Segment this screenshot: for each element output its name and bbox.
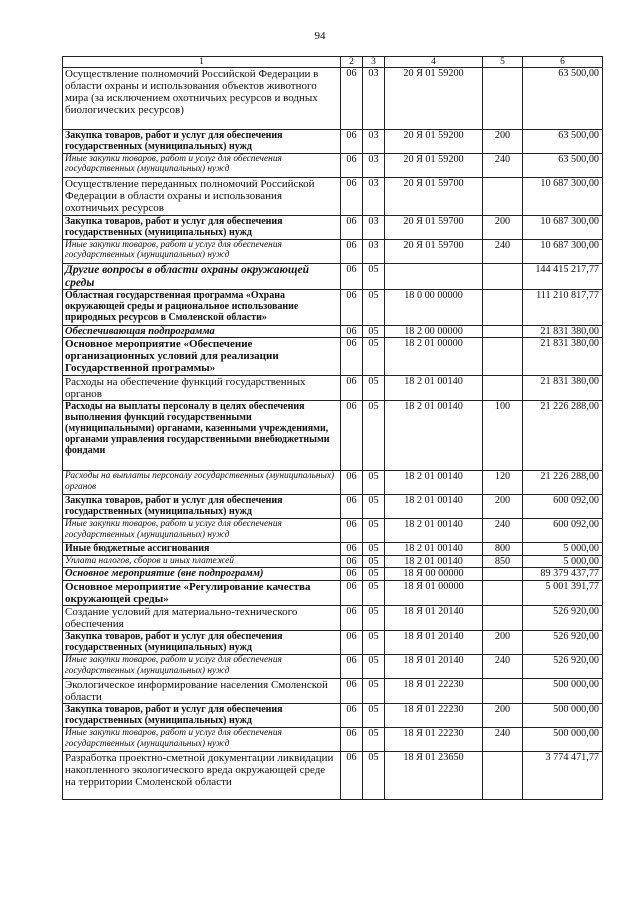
row-name-cell: Иные закупки товаров, работ и услуг для обеспечения государственных (муниципальных) нужд: [63, 655, 341, 679]
row-expense-type-cell: [483, 376, 523, 401]
row-target-code-cell: 18 2 01 00140: [385, 543, 483, 555]
table-row: [63, 606, 603, 631]
row-amount-cell: 144 415 217,77: [523, 264, 603, 290]
row-subsection-cell: 03: [363, 216, 385, 240]
row-expense-type-cell: 200: [483, 631, 523, 655]
row-amount-cell: 500 000,00: [523, 728, 603, 752]
row-target-code-cell: 18 2 01 00000: [385, 338, 483, 376]
header-col-5: 5: [483, 57, 523, 68]
row-expense-type-cell: [483, 178, 523, 216]
row-subsection-cell: 05: [363, 704, 385, 728]
row-name-cell: Уплата налогов, сборов и иных платежей: [63, 555, 341, 567]
row-target-code-cell: 18 Я 00 00000: [385, 568, 483, 581]
row-target-code-cell: 18 2 01 00140: [385, 376, 483, 401]
row-name-cell: Создание условий для материально-технического обеспечения: [63, 606, 341, 631]
row-expense-type-cell: 200: [483, 130, 523, 154]
budget-table: [62, 56, 603, 800]
row-expense-type-cell: 240: [483, 728, 523, 752]
row-section-cell: 06: [341, 606, 363, 631]
page-number: 94: [314, 30, 326, 42]
row-name-cell: Закупка товаров, работ и услуг для обеспечения государственных (муниципальных) нужд: [63, 495, 341, 519]
row-section-cell: 06: [341, 240, 363, 264]
row-section-cell: 06: [341, 752, 363, 800]
table-row: [63, 555, 603, 567]
row-section-cell: 06: [341, 704, 363, 728]
row-section-cell: 06: [341, 130, 363, 154]
row-amount-cell: 21 831 380,00: [523, 326, 603, 338]
row-section-cell: 06: [341, 264, 363, 290]
row-expense-type-cell: 200: [483, 216, 523, 240]
row-target-code-cell: 18 Я 01 00000: [385, 581, 483, 606]
table-row: [63, 679, 603, 704]
table-header-row: [63, 57, 603, 68]
row-subsection-cell: 05: [363, 555, 385, 567]
row-amount-cell: 21 831 380,00: [523, 376, 603, 401]
row-expense-type-cell: 240: [483, 519, 523, 543]
row-amount-cell: 526 920,00: [523, 655, 603, 679]
row-name-cell: Обеспечивающая подпрограмма: [63, 326, 341, 338]
table-row: [63, 655, 603, 679]
row-name-cell: Другие вопросы в области охраны окружающей среды: [63, 264, 341, 290]
row-target-code-cell: 20 Я 01 59200: [385, 68, 483, 130]
row-section-cell: 06: [341, 655, 363, 679]
row-subsection-cell: 05: [363, 752, 385, 800]
table-row: [63, 568, 603, 581]
row-subsection-cell: 05: [363, 471, 385, 495]
row-section-cell: 06: [341, 519, 363, 543]
table-row: [63, 581, 603, 606]
row-expense-type-cell: 200: [483, 495, 523, 519]
row-subsection-cell: 05: [363, 543, 385, 555]
row-subsection-cell: 03: [363, 154, 385, 178]
row-expense-type-cell: 100: [483, 401, 523, 471]
table-row: [63, 264, 603, 290]
row-expense-type-cell: [483, 326, 523, 338]
row-target-code-cell: 20 Я 01 59200: [385, 130, 483, 154]
row-amount-cell: 10 687 300,00: [523, 216, 603, 240]
row-expense-type-cell: [483, 568, 523, 581]
row-name-cell: Иные закупки товаров, работ и услуг для обеспечения государственных (муниципальных) нужд: [63, 154, 341, 178]
row-target-code-cell: 18 2 01 00140: [385, 495, 483, 519]
row-target-code-cell: 20 Я 01 59700: [385, 178, 483, 216]
row-amount-cell: 526 920,00: [523, 606, 603, 631]
row-section-cell: 06: [341, 326, 363, 338]
row-name-cell: Иные закупки товаров, работ и услуг для обеспечения государственных (муниципальных) нужд: [63, 519, 341, 543]
header-col-3: 3: [363, 57, 385, 68]
header-col-2: 2: [341, 57, 363, 68]
row-subsection-cell: 05: [363, 401, 385, 471]
row-expense-type-cell: [483, 752, 523, 800]
row-target-code-cell: 18 2 01 00140: [385, 555, 483, 567]
row-expense-type-cell: [483, 606, 523, 631]
row-subsection-cell: 03: [363, 68, 385, 130]
row-target-code-cell: 18 0 00 00000: [385, 290, 483, 326]
table-row: [63, 240, 603, 264]
row-target-code-cell: 20 Я 01 59200: [385, 154, 483, 178]
table-row: [63, 728, 603, 752]
row-amount-cell: 500 000,00: [523, 679, 603, 704]
table-row: [63, 376, 603, 401]
row-subsection-cell: 05: [363, 606, 385, 631]
row-expense-type-cell: 240: [483, 655, 523, 679]
row-expense-type-cell: 850: [483, 555, 523, 567]
row-amount-cell: 3 774 471,77: [523, 752, 603, 800]
row-target-code-cell: 18 2 01 00140: [385, 471, 483, 495]
table-row: [63, 130, 603, 154]
row-subsection-cell: 03: [363, 130, 385, 154]
row-section-cell: 06: [341, 679, 363, 704]
header-col-6: 6: [523, 57, 603, 68]
row-name-cell: Расходы на обеспечение функций государственных органов: [63, 376, 341, 401]
row-target-code-cell: 18 2 01 00140: [385, 401, 483, 471]
table-row: [63, 68, 603, 130]
row-name-cell: Иные закупки товаров, работ и услуг для обеспечения государственных (муниципальных) нужд: [63, 728, 341, 752]
table-row: [63, 338, 603, 376]
row-name-cell: Разработка проектно-сметной документации ликвидации накопленного экологического вреда окружающей среде на территории Смоленской области: [63, 752, 341, 800]
row-target-code-cell: [385, 264, 483, 290]
row-subsection-cell: 05: [363, 326, 385, 338]
row-amount-cell: 63 500,00: [523, 130, 603, 154]
row-expense-type-cell: [483, 581, 523, 606]
row-section-cell: 06: [341, 178, 363, 216]
row-target-code-cell: 18 Я 01 23650: [385, 752, 483, 800]
row-target-code-cell: 18 Я 01 20140: [385, 631, 483, 655]
table-row: [63, 631, 603, 655]
row-expense-type-cell: [483, 264, 523, 290]
row-name-cell: Осуществление полномочий Российской Федерации в области охраны и использования объектов животного мира (за исключением охотничьих ресурсов и водных биологических ресурсов): [63, 68, 341, 130]
row-section-cell: 06: [341, 338, 363, 376]
row-subsection-cell: 05: [363, 631, 385, 655]
row-section-cell: 06: [341, 495, 363, 519]
row-name-cell: Закупка товаров, работ и услуг для обеспечения государственных (муниципальных) нужд: [63, 631, 341, 655]
row-target-code-cell: 18 Я 01 22230: [385, 704, 483, 728]
row-subsection-cell: 03: [363, 240, 385, 264]
row-amount-cell: 10 687 300,00: [523, 178, 603, 216]
row-section-cell: 06: [341, 216, 363, 240]
row-amount-cell: 111 210 817,77: [523, 290, 603, 326]
row-subsection-cell: 05: [363, 519, 385, 543]
row-name-cell: Основное мероприятие «Обеспечение организационных условий для реализации Государственной программы»: [63, 338, 341, 376]
row-section-cell: 06: [341, 728, 363, 752]
row-amount-cell: 21 226 288,00: [523, 471, 603, 495]
table-row: [63, 519, 603, 543]
row-subsection-cell: 05: [363, 264, 385, 290]
row-expense-type-cell: [483, 679, 523, 704]
row-name-cell: Закупка товаров, работ и услуг для обеспечения государственных (муниципальных) нужд: [63, 130, 341, 154]
row-name-cell: Иные бюджетные ассигнования: [63, 543, 341, 555]
row-expense-type-cell: 240: [483, 154, 523, 178]
row-target-code-cell: 18 2 00 00000: [385, 326, 483, 338]
row-name-cell: Расходы на выплаты персоналу государственных (муниципальных) органов: [63, 471, 341, 495]
table-row: [63, 154, 603, 178]
row-amount-cell: 526 920,00: [523, 631, 603, 655]
row-section-cell: 06: [341, 631, 363, 655]
row-section-cell: 06: [341, 401, 363, 471]
row-amount-cell: 600 092,00: [523, 519, 603, 543]
row-expense-type-cell: 240: [483, 240, 523, 264]
header-col-1: 1: [63, 57, 341, 68]
row-subsection-cell: 05: [363, 495, 385, 519]
table-body: [63, 68, 603, 800]
row-section-cell: 06: [341, 290, 363, 326]
row-subsection-cell: 05: [363, 290, 385, 326]
row-subsection-cell: 05: [363, 679, 385, 704]
row-subsection-cell: 05: [363, 655, 385, 679]
row-expense-type-cell: 200: [483, 704, 523, 728]
row-amount-cell: 89 379 437,77: [523, 568, 603, 581]
row-name-cell: Закупка товаров, работ и услуг для обеспечения государственных (муниципальных) нужд: [63, 704, 341, 728]
row-target-code-cell: 18 Я 01 20140: [385, 606, 483, 631]
row-expense-type-cell: [483, 68, 523, 130]
row-name-cell: Основное мероприятие «Регулирование качества окружающей среды»: [63, 581, 341, 606]
row-target-code-cell: 18 Я 01 22230: [385, 679, 483, 704]
table-row: [63, 704, 603, 728]
row-amount-cell: 10 687 300,00: [523, 240, 603, 264]
row-section-cell: 06: [341, 68, 363, 130]
row-section-cell: 06: [341, 581, 363, 606]
row-subsection-cell: 05: [363, 376, 385, 401]
table-row: [63, 495, 603, 519]
row-subsection-cell: 05: [363, 568, 385, 581]
row-amount-cell: 21 831 380,00: [523, 338, 603, 376]
row-amount-cell: 600 092,00: [523, 495, 603, 519]
row-section-cell: 06: [341, 568, 363, 581]
row-subsection-cell: 05: [363, 728, 385, 752]
row-section-cell: 06: [341, 376, 363, 401]
row-section-cell: 06: [341, 471, 363, 495]
row-amount-cell: 63 500,00: [523, 154, 603, 178]
table-row: [63, 290, 603, 326]
row-name-cell: Областная государственная программа «Охрана окружающей среды и рациональное использование природных ресурсов в Смоленской области»: [63, 290, 341, 326]
row-section-cell: 06: [341, 543, 363, 555]
row-expense-type-cell: [483, 338, 523, 376]
row-name-cell: Расходы на выплаты персоналу в целях обеспечения выполнения функций государственными (муниципальными) органами, казенными учреждениями, органами управления государственными внебюджетными фондами: [63, 401, 341, 471]
row-amount-cell: 5 001 391,77: [523, 581, 603, 606]
table-row: [63, 216, 603, 240]
row-name-cell: Осуществление переданных полномочий Российской Федерации в области охраны и использования охотничьих ресурсов: [63, 178, 341, 216]
table-row: [63, 543, 603, 555]
header-col-4: 4: [385, 57, 483, 68]
row-name-cell: Основное мероприятие (вне подпрограмм): [63, 568, 341, 581]
row-expense-type-cell: 120: [483, 471, 523, 495]
row-expense-type-cell: 800: [483, 543, 523, 555]
row-section-cell: 06: [341, 555, 363, 567]
row-amount-cell: 21 226 288,00: [523, 401, 603, 471]
row-amount-cell: 63 500,00: [523, 68, 603, 130]
row-expense-type-cell: [483, 290, 523, 326]
row-section-cell: 06: [341, 154, 363, 178]
row-name-cell: Закупка товаров, работ и услуг для обеспечения государственных (муниципальных) нужд: [63, 216, 341, 240]
table-row: [63, 752, 603, 800]
row-target-code-cell: 18 Я 01 22230: [385, 728, 483, 752]
table-row: [63, 178, 603, 216]
row-target-code-cell: 18 Я 01 20140: [385, 655, 483, 679]
row-name-cell: Экологическое информирование населения Смоленской области: [63, 679, 341, 704]
table-row: [63, 401, 603, 471]
row-target-code-cell: 18 2 01 00140: [385, 519, 483, 543]
row-name-cell: Иные закупки товаров, работ и услуг для обеспечения государственных (муниципальных) нужд: [63, 240, 341, 264]
row-target-code-cell: 20 Я 01 59700: [385, 216, 483, 240]
row-amount-cell: 5 000,00: [523, 555, 603, 567]
row-subsection-cell: 05: [363, 338, 385, 376]
row-subsection-cell: 03: [363, 178, 385, 216]
table-row: [63, 471, 603, 495]
row-amount-cell: 500 000,00: [523, 704, 603, 728]
row-target-code-cell: 20 Я 01 59700: [385, 240, 483, 264]
table-row: [63, 326, 603, 338]
row-amount-cell: 5 000,00: [523, 543, 603, 555]
row-subsection-cell: 05: [363, 581, 385, 606]
